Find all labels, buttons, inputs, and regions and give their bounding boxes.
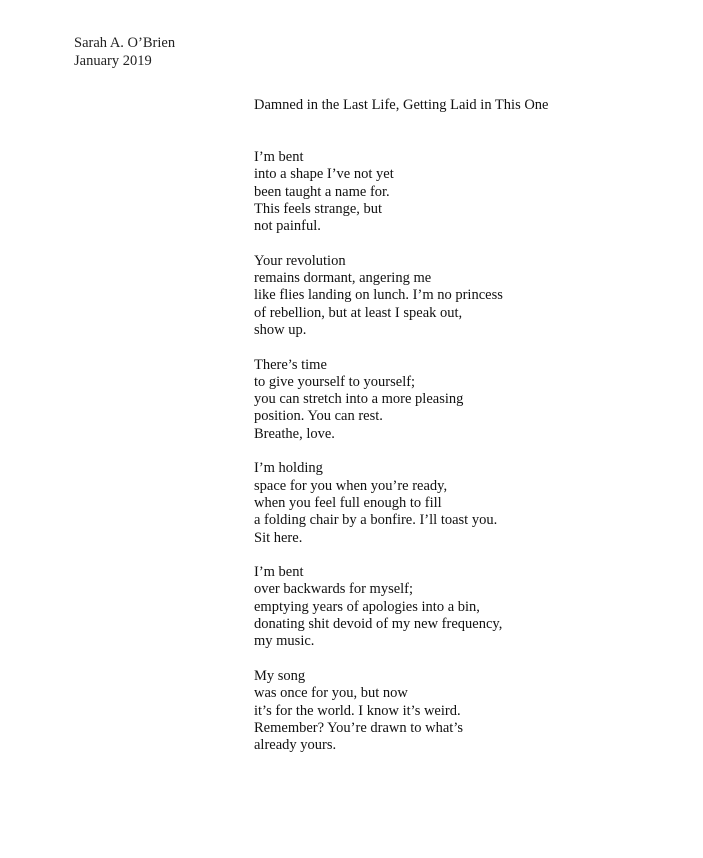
stanza-5	[254, 564, 503, 650]
poem-line: it’s for the world. I know it’s weird.	[254, 702, 461, 719]
poem-line: I’m holding	[254, 460, 323, 477]
stanza-2	[254, 253, 503, 339]
poem-line: when you feel full enough to fill	[254, 494, 442, 511]
author-block	[74, 35, 175, 70]
author-name: Sarah A. O’Brien	[74, 35, 176, 51]
poem-line: been taught a name for.	[254, 183, 390, 200]
poem-line: not painful.	[254, 218, 321, 235]
poem-title: Damned in the Last Life, Getting Laid in This One	[254, 97, 549, 113]
poem-line: space for you when you’re ready,	[254, 477, 448, 494]
stanza-1	[254, 149, 503, 235]
poem-line: This feels strange, but	[254, 200, 383, 217]
poem-line: you can stretch into a more pleasing	[254, 391, 464, 408]
poem-line: over backwards for myself;	[254, 581, 414, 598]
poem-line: I’m bent	[254, 564, 304, 581]
poem-line: already yours.	[254, 737, 337, 754]
poem-line: my music.	[254, 633, 315, 650]
poem-line: a folding chair by a bonfire. I’ll toast you.	[254, 512, 498, 529]
poem-line: Sit here.	[254, 529, 303, 546]
poem-line: My song	[254, 667, 306, 684]
poem-line: of rebellion, but at least I speak out,	[254, 304, 463, 321]
poem-line: emptying years of apologies into a bin,	[254, 598, 480, 615]
poem-line: to give yourself to yourself;	[254, 373, 416, 390]
stanza-6	[254, 668, 503, 754]
poem-line: show up.	[254, 321, 307, 338]
poem-line: remains dormant, angering me	[254, 270, 432, 287]
poem-line: There’s time	[254, 356, 327, 373]
document-date: January 2019	[74, 52, 152, 69]
stanza-4	[254, 460, 503, 546]
poem-body	[254, 149, 503, 754]
poem-line: Remember? You’re drawn to what’s	[254, 719, 463, 736]
poem-line: donating shit devoid of my new frequency,	[254, 616, 503, 633]
stanza-3	[254, 357, 503, 443]
poem-line: Breathe, love.	[254, 425, 335, 442]
poem-line: position. You can rest.	[254, 408, 383, 425]
poem-line: into a shape I’ve not yet	[254, 166, 394, 183]
poem-line: Your revolution	[254, 252, 346, 269]
poem-line: like flies landing on lunch. I’m no princess	[254, 287, 503, 304]
poem-line: was once for you, but now	[254, 685, 408, 702]
poem-line: I’m bent	[254, 149, 304, 165]
